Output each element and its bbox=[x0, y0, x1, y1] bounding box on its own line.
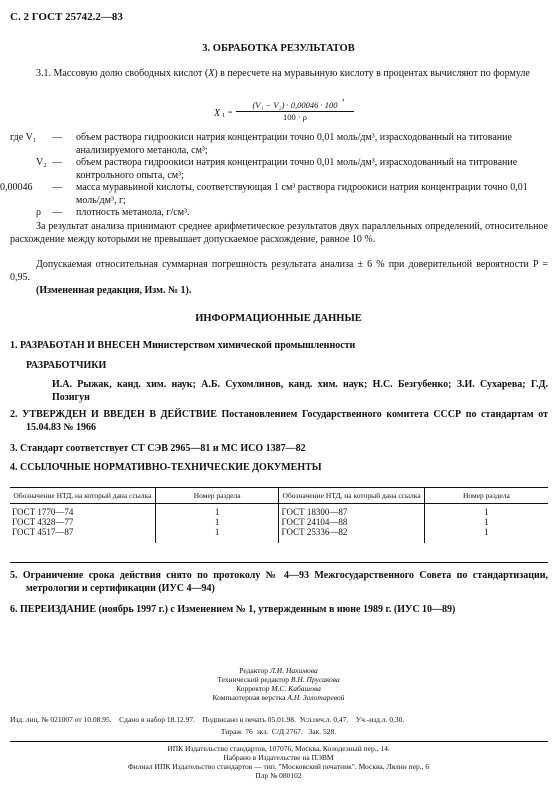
table-cell: 1 bbox=[155, 527, 279, 543]
info-item-5: 5. Ограничение срока действия снято по протоколу № 4—93 Межгосударственного Совета по стандартизации, метрологии и сертификации (ИУС 4—94) bbox=[10, 570, 548, 594]
publisher-line: Плр № 080102 bbox=[255, 771, 302, 780]
table-cell: ГОСТ 18300—87 bbox=[279, 504, 424, 518]
formula-lhs: X bbox=[214, 108, 221, 119]
table-cell: ГОСТ 25336—82 bbox=[279, 527, 424, 543]
editor-line: Компьютерная верстка А.Н. Золотаревой bbox=[212, 693, 345, 702]
formula-lhs-subscript: 1 bbox=[222, 112, 226, 119]
definition-v2: V₂ — объем раствора гидроокиси натрия концентрации точно 0,01 моль/дм³, израсходованный на титрование контрольного опыта, см³; bbox=[36, 157, 518, 181]
table-cell: ГОСТ 4328—77 bbox=[10, 517, 155, 527]
publisher-block bbox=[0, 744, 557, 780]
info-item-4: 4. ССЫЛОЧНЫЕ НОРМАТИВНО-ТЕХНИЧЕСКИЕ ДОКУМЕНТЫ bbox=[10, 462, 322, 473]
table-cell: 1 bbox=[155, 517, 279, 527]
publisher-line: Филиал ИПК Издательство стандартов — тип. "Московский печатник". Москва, Лялин пер., 6 bbox=[127, 762, 430, 771]
table-cell: 1 bbox=[484, 527, 489, 537]
table-row bbox=[10, 504, 548, 518]
editors-block bbox=[0, 666, 557, 702]
info-item-2: 2. УТВЕРЖДЕН И ВВЕДЕН В ДЕЙСТВИЕ Постановлением Государственного комитета СССР по стандартам от 15.04.83 № 1966 bbox=[10, 409, 548, 433]
formula-equals: = bbox=[228, 108, 233, 117]
table-header-cell: Обозначение НТД, на который дана ссылка bbox=[10, 488, 155, 504]
formula-comma: , bbox=[342, 92, 345, 103]
table-cell: ГОСТ 24104—88 bbox=[279, 517, 424, 527]
print-run: Тираж 76 экз. С/Д 2767. Зак. 528. bbox=[220, 727, 337, 736]
definition-v1: где V₁ — объем раствора гидроокиси натрия концентрации точно 0,01 моль/дм³, израсходованный на титование анализируемого метанола, см³; bbox=[10, 132, 512, 156]
table-cell: 1 bbox=[484, 517, 489, 527]
table-row bbox=[10, 517, 548, 527]
table-header-cell: Обозначение НТД, на который дана ссылка bbox=[279, 488, 424, 504]
developers-list: И.А. Рыжак, канд. хим. наук; А.Б. Сухомлинов, канд. хим. наук; Н.С. Безгубенко; З.И. Сухарева; Г.Д. Позигун bbox=[52, 379, 548, 403]
table-cell: 1 bbox=[484, 507, 489, 517]
paragraph-error: Допускаемая относительная суммарная погрешность результата анализа ± 6 % при доверительной вероятности P = 0,95. bbox=[10, 259, 548, 283]
publication-details: Изд. лиц. № 021007 от 10.08.95. Сдано в набор 18.12.97. Подписано в печать 05.01.98. Усл.печ.л. 0,47. Уч.-изд.л. 0,30. bbox=[10, 715, 405, 724]
formula-fraction bbox=[236, 100, 354, 123]
table-header-cell: Номер раздела bbox=[424, 488, 548, 504]
reference-table-grid bbox=[10, 488, 548, 543]
paragraph-3-1: 3.1. Массовую долю свободных кислот (X) в пересчете на муравьиную кислоту в процентах вычисляют по формуле bbox=[36, 68, 530, 79]
editor-line: Редактор Л.И. Нахимова bbox=[239, 666, 318, 675]
definition-mass: 0,00046 — масса муравьиной кислоты, соответствующая 1 см³ раствора гидроокиси натрия концентрации точно 0,01 моль/дм³, г; bbox=[0, 182, 528, 206]
info-item-6: 6. ПЕРЕИЗДАНИЕ (ноябрь 1997 г.) с Изменением № 1, утвержденным в июне 1989 г. (ИУС 10—89) bbox=[10, 604, 456, 615]
amendment-note: (Измененная редакция, Изм. № 1). bbox=[36, 285, 192, 296]
reference-table bbox=[10, 487, 548, 563]
editor-line: Корректор М.С. Кабашова bbox=[236, 684, 321, 693]
definition-rho: ρ — плотность метанола, г/см³. bbox=[36, 207, 190, 218]
table-cell: ГОСТ 1770—74 bbox=[10, 504, 155, 518]
paragraph-result: За результат анализа принимают среднее арифметическое результатов двух параллельных определений, относительное расхождение между которыми не превышает допускаемое расхождение, равное 10 %. bbox=[10, 221, 548, 245]
publisher-line: ИПК Издательство стандартов, 107076, Москва, Колодезный пер., 14. bbox=[167, 744, 390, 753]
table-cell: 1 bbox=[155, 504, 279, 518]
developers-title: РАЗРАБОТЧИКИ bbox=[26, 360, 107, 371]
formula-denominator: 100 · ρ bbox=[282, 112, 308, 122]
table-cell: ГОСТ 4517—87 bbox=[10, 527, 155, 543]
section-title: 3. ОБРАБОТКА РЕЗУЛЬТАТОВ bbox=[202, 43, 355, 54]
page-header: С. 2 ГОСТ 25742.2—83 bbox=[10, 11, 123, 23]
table-header-cell: Номер раздела bbox=[155, 488, 279, 504]
publisher-line: Набрано в Издательстве на ПЭВМ bbox=[223, 753, 334, 762]
table-header-row bbox=[10, 488, 548, 504]
table-row bbox=[10, 527, 548, 543]
info-title: ИНФОРМАЦИОННЫЕ ДАННЫЕ bbox=[195, 313, 362, 324]
info-item-1: 1. РАЗРАБОТАН И ВНЕСЕН Министерством химической промышленности bbox=[10, 340, 356, 351]
editor-line: Технический редактор В.Н. Прусакова bbox=[217, 675, 340, 684]
imprint-divider bbox=[10, 741, 548, 742]
info-item-3: 3. Стандарт соответствует СТ СЭВ 2965—81 и МС ИСО 1387—82 bbox=[10, 443, 306, 454]
formula-numerator: (V₁ − V₂) · 0,00046 · 100 bbox=[236, 100, 354, 112]
